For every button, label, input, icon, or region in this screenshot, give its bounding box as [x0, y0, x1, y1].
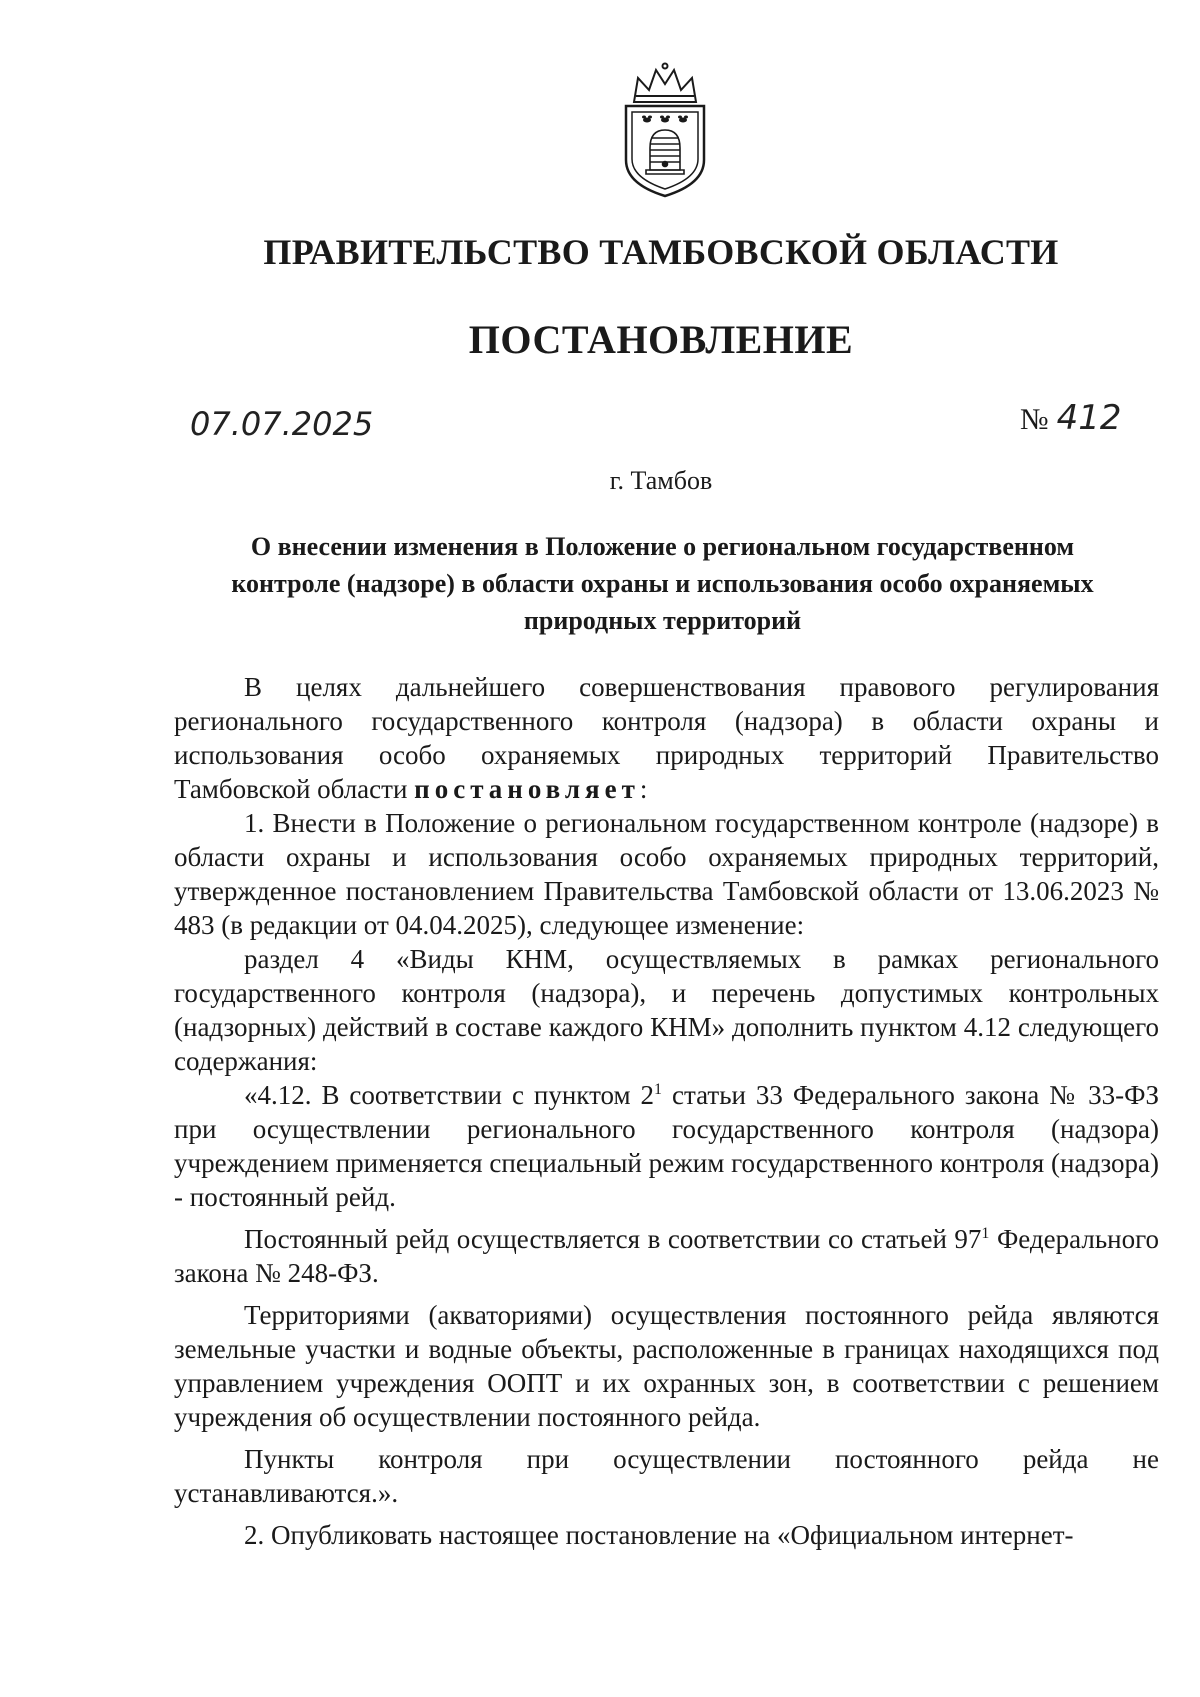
paragraph-raid — [174, 1222, 1159, 1290]
tambov-region-coat-of-arms-icon — [614, 62, 716, 200]
raid-text-end: Федерального закона № 248-ФЗ. — [174, 1224, 1159, 1288]
document-subject: О внесении изменения в Положение о региональном государственном контроле (надзоре) в области охраны и использования особо охраняемых природных территорий — [231, 532, 1094, 635]
paragraph-item-2: 2. Опубликовать настоящее постановление на «Официальном интернет- — [244, 1520, 1074, 1550]
document-type-title: ПОСТАНОВЛЕНИЕ — [468, 317, 854, 362]
paragraph-point-4-12 — [174, 1078, 1159, 1214]
paragraph-section-4: раздел 4 «Виды КНМ, осуществляемых в рамках регионального государственного контроля (надзора), и перечень допустимых контрольных (надзорных) действий в составе каждого КНМ» дополнить пунктом 4.12 следующего содержания: — [174, 944, 1159, 1076]
raid-text-start: Постоянный рейд осуществляется в соответствии со статьей 97 — [244, 1224, 982, 1254]
number-sign: № — [1020, 403, 1049, 436]
government-title: ПРАВИТЕЛЬСТВО ТАМБОВСКОЙ ОБЛАСТИ — [263, 232, 1059, 272]
point-text-end: статьи 33 Федерального закона № 33-ФЗ при осуществлении регионального государственного контроля (надзора) учреждением применяется специальный режим государственного контроля (надзора) - постоянный рейд. — [174, 1080, 1159, 1212]
raid-superscript: 1 — [981, 1225, 990, 1242]
point-text-start: «4.12. В соответствии с пунктом 2 — [244, 1080, 655, 1110]
paragraph-territories: Территориями (акваториями) осуществления постоянного рейда являются земельные участки и водные объекты, расположенные в границах находящихся под управлением учреждения ООПТ и их охранных зон, в соответствии с решением учреждения об осуществлении постоянного рейда. — [174, 1300, 1159, 1432]
preamble-emphasis: постановляет — [414, 774, 640, 804]
document-number — [1020, 398, 1122, 438]
paragraph-preamble — [174, 670, 1159, 806]
preamble-text: В целях дальнейшего совершенствования правового регулирования регионального государственного контроля (надзора) в области охраны и использования особо охраняемых природных территорий Правительство Тамбовской области — [174, 672, 1159, 804]
document-body — [174, 670, 1159, 1552]
paragraph-item-1: 1. Внести в Положение о региональном государственном контроле (надзоре) в области охраны и использования особо охраняемых природных территорий, утвержденное постановлением Правительства Тамбовской области от 13.06.2023 № 483 (в редакции от 04.04.2025), следующее изменение: — [174, 808, 1159, 940]
document-date: 07.07.2025 — [190, 405, 374, 443]
paragraph-control-points: Пункты контроля при осуществлении постоянного рейда не устанавливаются.». — [174, 1444, 1159, 1508]
preamble-end: : — [639, 774, 648, 804]
number-value: 412 — [1056, 398, 1122, 438]
city-label: г. Тамбов — [609, 466, 713, 495]
point-superscript: 1 — [654, 1081, 663, 1098]
